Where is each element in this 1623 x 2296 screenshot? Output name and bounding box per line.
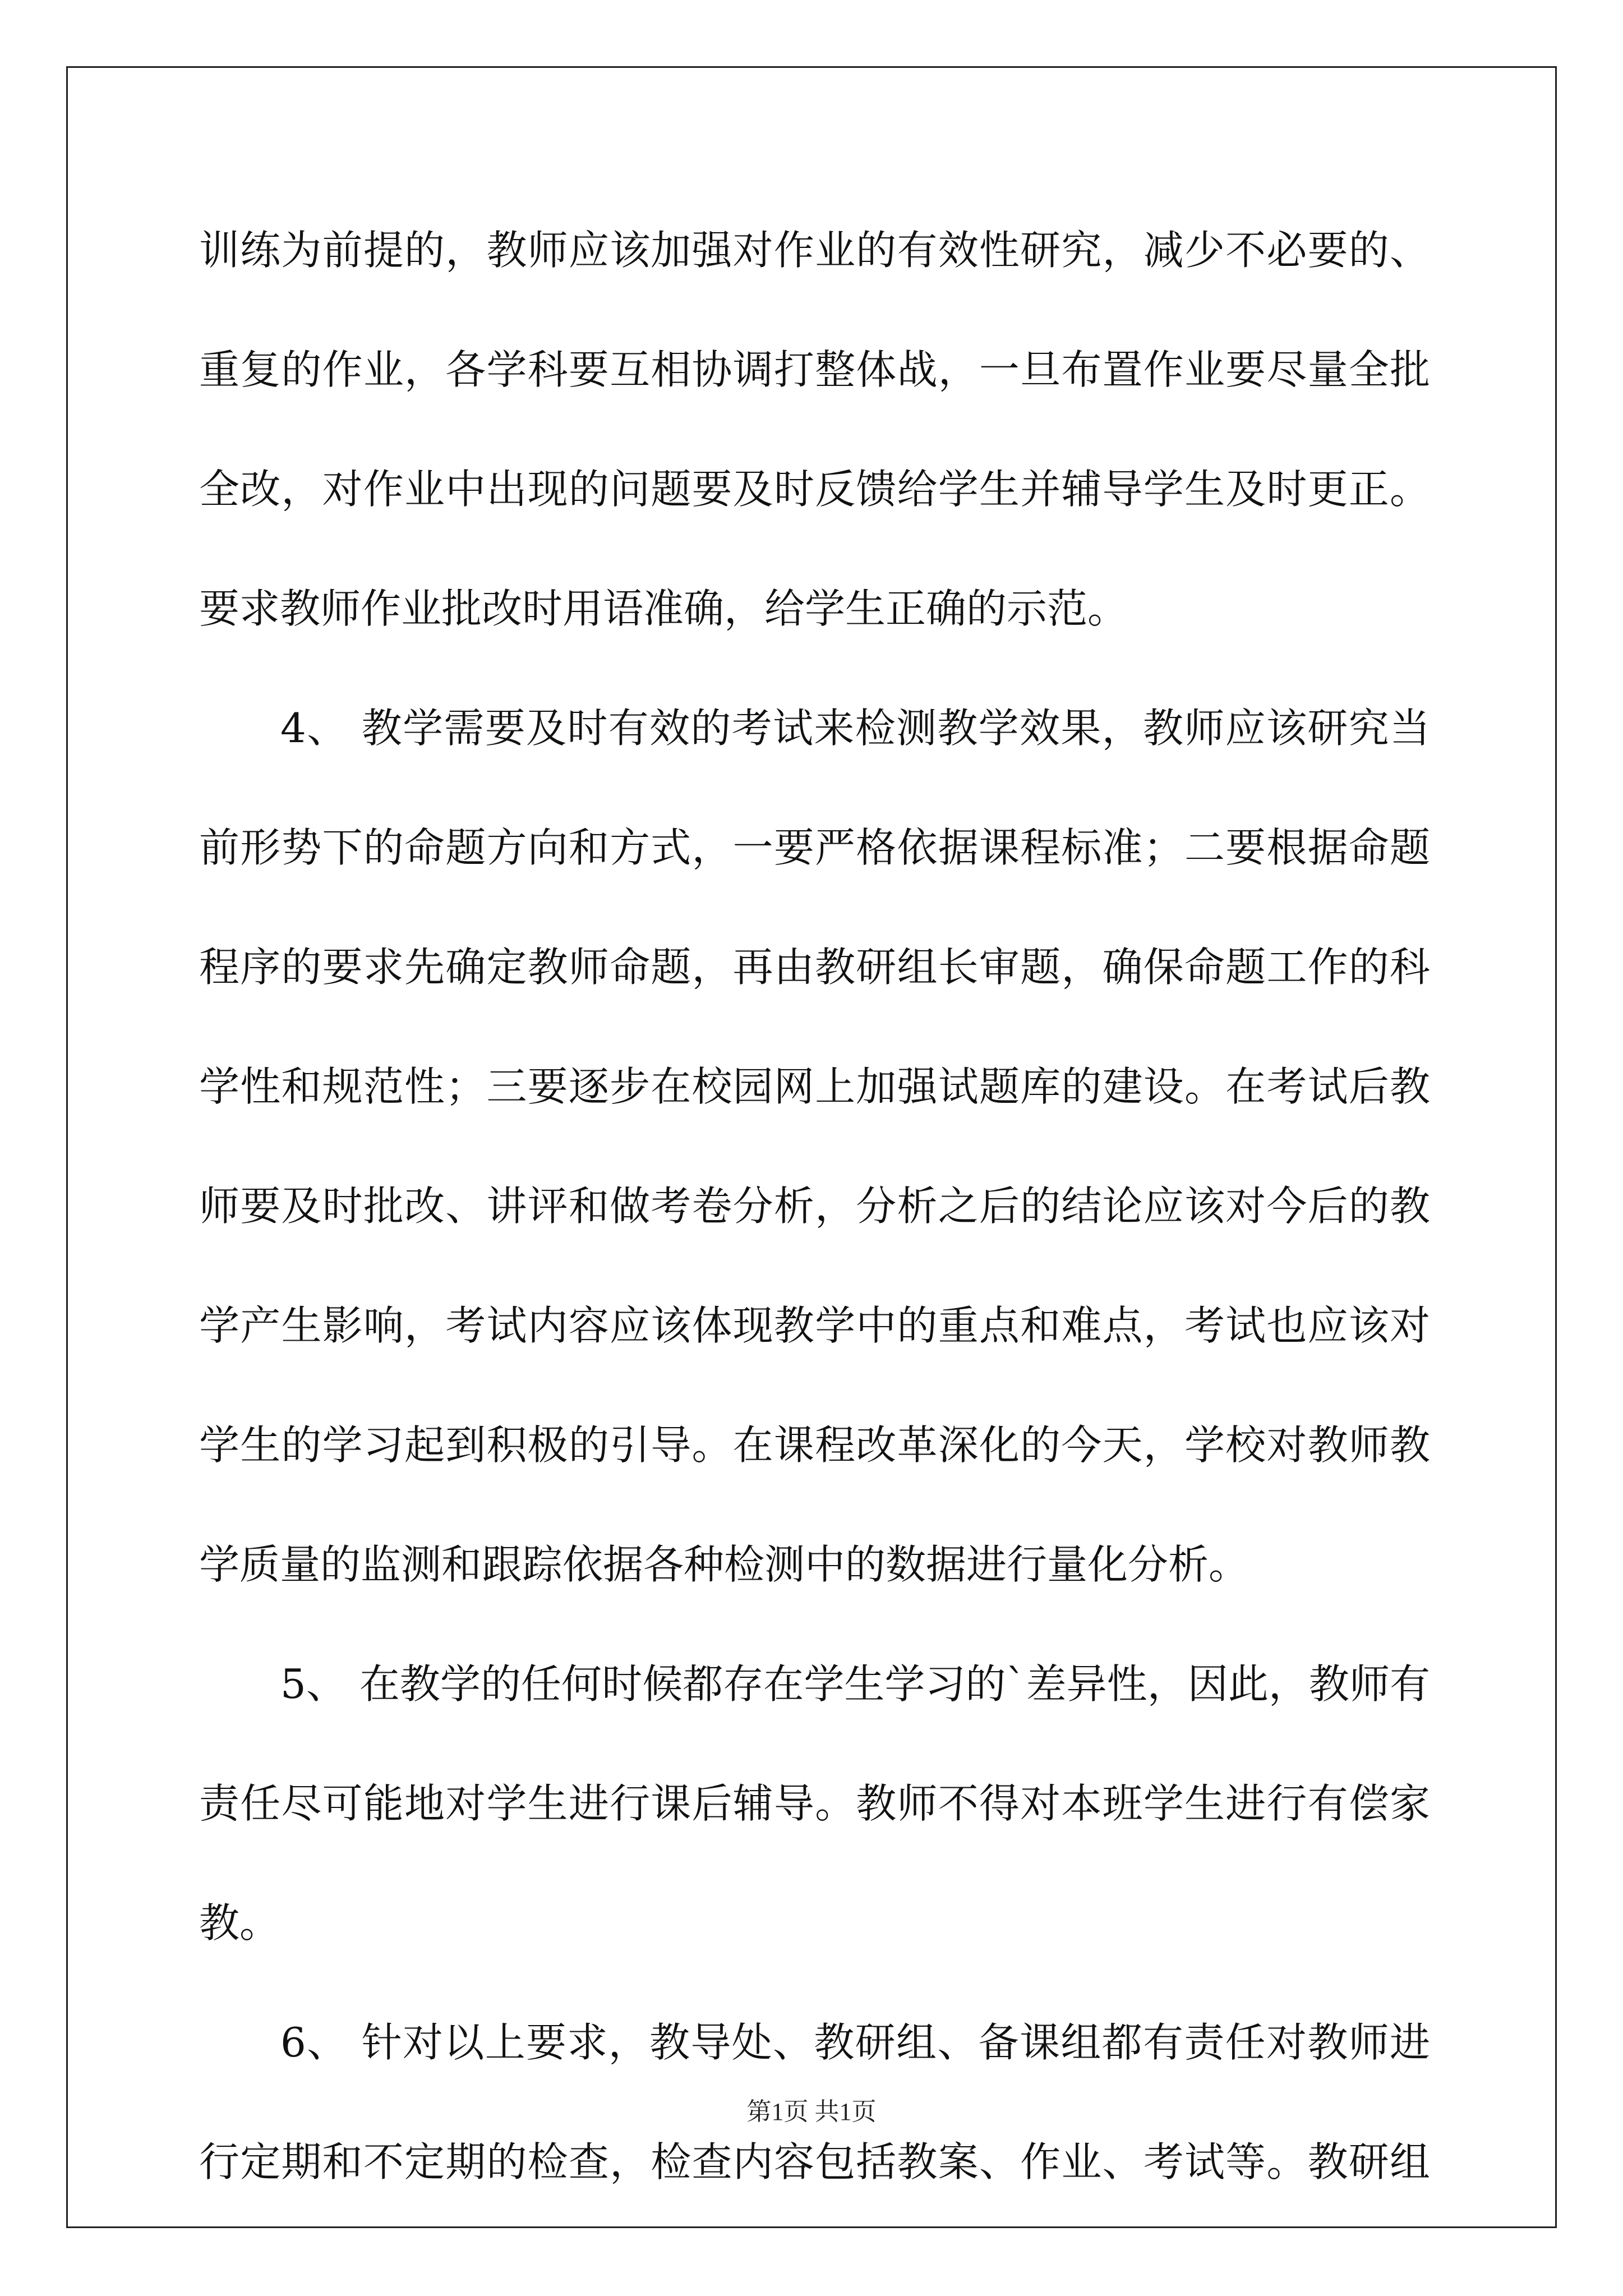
- text-line: 学性和规范性；三要逐步在校园网上加强试题库的建设。在考试后教: [199, 1063, 1430, 1110]
- text-line: 训练为前提的，教师应该加强对作业的有效性研究，减少不必要的、: [199, 227, 1430, 274]
- text-line: 学生的学习起到积极的引导。在课程改革深化的今天，学校对教师教: [199, 1421, 1430, 1469]
- text-line: 程序的要求先确定教师命题，再由教研组长审题，确保命题工作的科: [199, 944, 1430, 991]
- page-footer: 第1页 共1页: [746, 2098, 877, 2125]
- text-line: 责任尽可能地对学生进行课后辅导。教师不得对本班学生进行有偿家: [199, 1780, 1430, 1827]
- text-line: 师要及时批改、讲评和做考卷分析，分析之后的结论应该对今后的教: [199, 1182, 1430, 1230]
- text-line: 要求教师作业批改时用语准确，给学生正确的示范。: [199, 585, 1128, 632]
- text-line: 全改，对作业中出现的问题要及时反馈给学生并辅导学生及时更正。: [199, 466, 1430, 513]
- text-line: 重复的作业，各学科要互相协调打整体战，一旦布置作业要尽量全批: [199, 346, 1430, 393]
- text-line: 学质量的监测和跟踪依据各种检测中的数据进行量化分析。: [199, 1541, 1249, 1588]
- text-line: 5、 在教学的任何时候都存在学生学习的`差异性，因此，教师有: [280, 1660, 1430, 1708]
- text-line: 教。: [199, 1899, 280, 1947]
- document-body: [199, 211, 1430, 2242]
- text-line: 4、 教学需要及时有效的考试来检测教学效果，教师应该研究当: [280, 705, 1430, 752]
- text-line: 6、 针对以上要求，教导处、教研组、备课组都有责任对教师进: [280, 2019, 1430, 2066]
- text-line: 学产生影响，考试内容应该体现教学中的重点和难点，考试也应该对: [199, 1302, 1430, 1349]
- text-line: 行定期和不定期的检查，检查内容包括教案、作业、考试等。教研组: [199, 2138, 1430, 2185]
- text-line: 前形势下的命题方向和方式，一要严格依据课程标准；二要根据命题: [199, 824, 1430, 871]
